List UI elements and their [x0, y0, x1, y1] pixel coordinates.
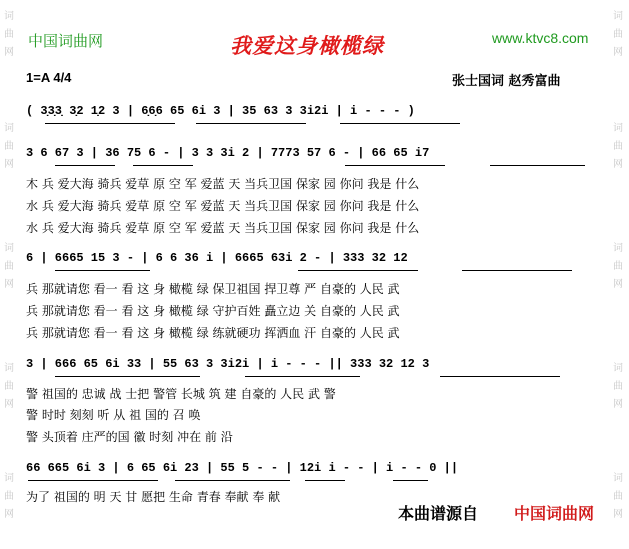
beam-line-3b: [298, 270, 418, 271]
beam-line-4b: [245, 376, 360, 377]
notation-line-5: 66 665 6i 3 | 6 65 6i 23 | 55 5 - - | 12i i - - | i - - 0 ||: [26, 461, 459, 475]
beam-line-1a: [45, 123, 175, 124]
song-credits: 张士国词 赵秀富曲: [452, 74, 561, 89]
notation-line-1: ( 3̣3̣3̣ 3̣2 1̣2 3 | 6̣6̣6 65 6i 3 | 35 63 3 3i2i | i - - - ): [26, 104, 415, 118]
side-watermark-left-low: 词曲网: [4, 363, 14, 410]
site-name-left: 中国词曲网: [28, 33, 104, 50]
lyric-line-3-verse1: 兵 那就请您 看一 看 这 身 橄榄 绿 保卫祖国 捍卫尊 严 自豪的 人民 武: [26, 282, 400, 296]
notation-line-3: 6 | 6665 15 3 - | 6 6 36 i | 6665 63i 2 - | 333 32 12: [26, 251, 408, 265]
beam-line-4a: [55, 376, 200, 377]
lyric-line-3-verse2: 兵 那就请您 看一 看 这 身 橄榄 绿 守护百姓 矗立边 关 自豪的 人民 武: [26, 304, 400, 318]
side-watermark-left-mid2: 词曲网: [4, 243, 14, 290]
beam-line-5c: [305, 480, 345, 481]
beam-line-5a: [28, 480, 158, 481]
beam-line-2c: [345, 165, 445, 166]
side-watermark-left-mid: 词曲网: [4, 123, 14, 170]
lyric-line-2-verse1: 木 兵 爱大海 骑兵 爱草 原 空 军 爱蓝 天 当兵卫国 保家 园 你问 我是 什么: [26, 177, 420, 191]
source-label: 本曲谱源自: [398, 504, 479, 523]
beam-line-2b: [133, 165, 193, 166]
lyric-line-4-verse2: 警 时时 刻刻 听 从 祖 国的 召 唤: [26, 408, 201, 422]
side-watermark-left-bottom: 词曲网: [4, 473, 14, 520]
lyric-line-3-verse3: 兵 那就请您 看一 看 这 身 橄榄 绿 练就硬功 挥洒血 汗 自豪的 人民 武: [26, 326, 400, 340]
song-title: 我爱这身橄榄绿: [230, 33, 384, 58]
lyric-line-2-verse3: 水 兵 爱大海 骑兵 爱草 原 空 军 爱蓝 天 当兵卫国 保家 园 你问 我是 什么: [26, 221, 420, 235]
lyric-line-2-verse2: 水 兵 爱大海 骑兵 爱草 原 空 军 爱蓝 天 当兵卫国 保家 园 你问 我是 什么: [26, 199, 420, 213]
lyric-line-5-verse1: 为了 祖国的 明 天 甘 愿把 生命 青春 奉献 奉 献: [26, 490, 281, 504]
side-watermark-left-top: 词曲网: [4, 11, 14, 58]
side-watermark-right-mid2: 词曲网: [613, 243, 623, 290]
beam-line-1b: [196, 123, 306, 124]
beam-line-3a: [55, 270, 150, 271]
side-watermark-right-low: 词曲网: [613, 363, 623, 410]
notation-line-4: 3 | 666 65 6i 33 | 55 63 3 3i2i | i - - - || 333 32 12 3: [26, 357, 430, 371]
site-url: www.ktvc8.com: [492, 30, 589, 46]
lyric-line-4-verse1: 警 祖国的 忠诚 战 士把 警管 长城 筑 建 自豪的 人民 武 警: [26, 387, 336, 401]
beam-line-5b: [175, 480, 290, 481]
side-watermark-right-top: 词曲网: [613, 11, 623, 58]
beam-line-2a: [55, 165, 115, 166]
side-watermark-right-bottom: 词曲网: [613, 473, 623, 520]
notation-line-2: 3 6 67 3 | 36 75 6 - | 3 3 3i 2 | 7773 57 6 - | 66 65 i7: [26, 146, 430, 160]
beam-line-3c: [462, 270, 572, 271]
beam-line-2d: [490, 165, 585, 166]
side-watermark-right-mid: 词曲网: [613, 123, 623, 170]
beam-line-1c: [340, 123, 460, 124]
source-brand: 中国词曲网: [514, 504, 595, 523]
beam-line-4c: [440, 376, 560, 377]
beam-line-5d: [393, 480, 428, 481]
lyric-line-4-verse3: 警 头顶着 庄严的国 徽 时刻 冲在 前 沿: [26, 430, 233, 444]
key-signature: 1=A 4/4: [26, 70, 72, 85]
